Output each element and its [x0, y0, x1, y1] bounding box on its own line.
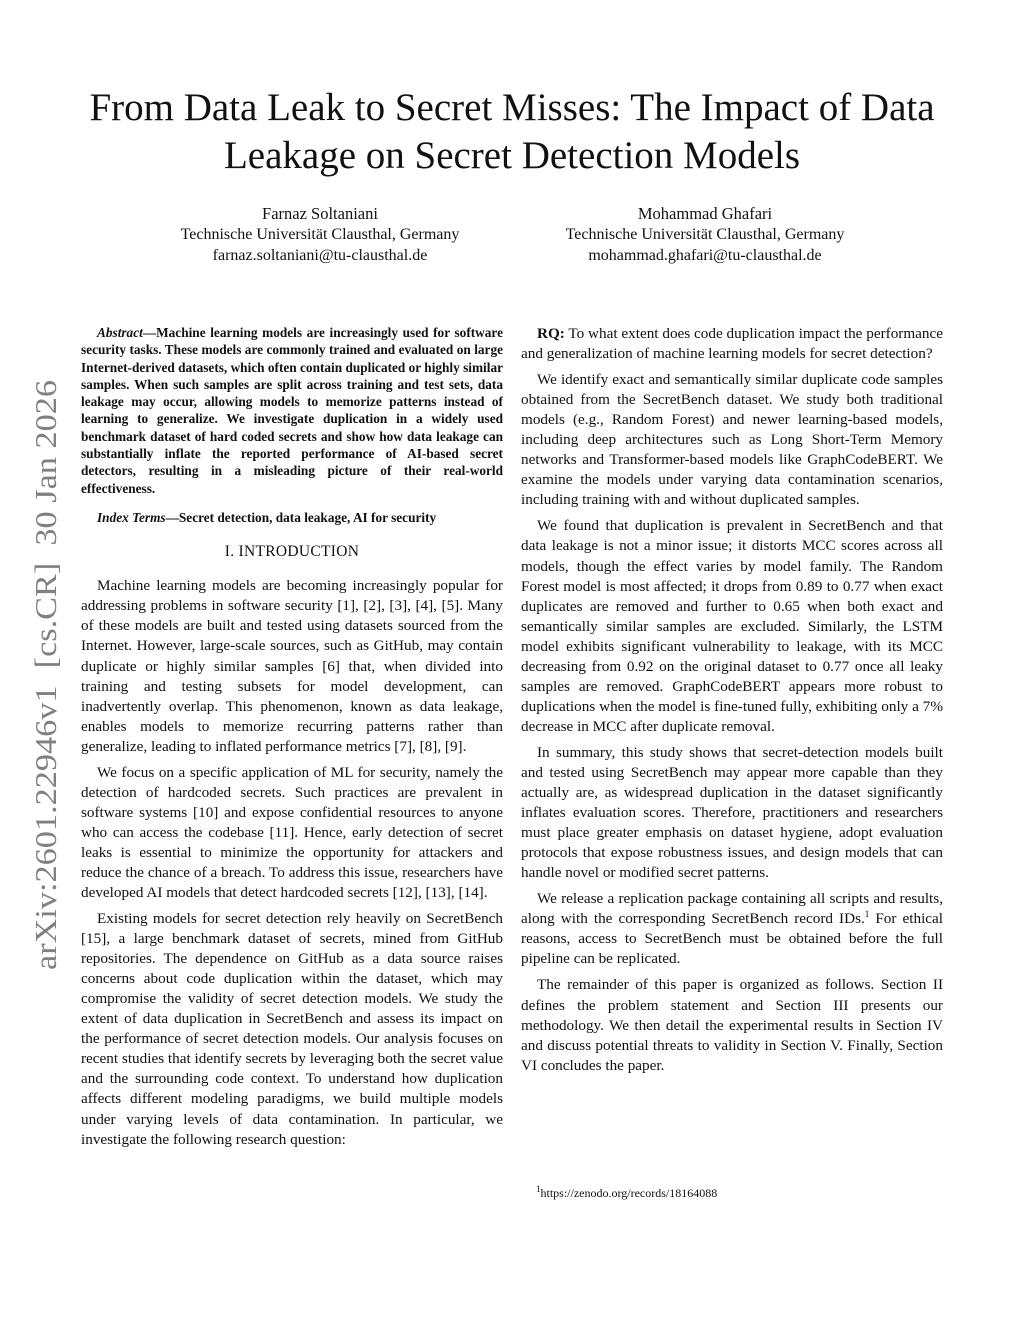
- intro-paragraph-6: In summary, this study shows that secret-detection models built and tested using SecretBench may appear more capable than they actually are, as widespread duplication in the dataset significantly inflates evaluation scores. Therefore, practitioners and researchers must place greater emphasis on dataset hygiene, adopt evaluation protocols that expose robustness issues, and design models that can handle novel or modified secret patterns.: [521, 743, 943, 882]
- intro-paragraph-4: We identify exact and semantically similar duplicate code samples obtained from the SecretBench dataset. We study both traditional models (e.g., Random Forest) and newer learning-based models, including deep architectures such as Long Short-Term Memory networks and Transformer-based models like GraphCodeBERT. We examine the models under varying data contamination scenarios, including training with and without duplicated samples.: [521, 371, 943, 509]
- abstract-label: Abstract: [97, 325, 143, 340]
- rq-text: To what extent does code duplication impact the performance and generalization of machine learning models for secret detection?: [521, 325, 943, 363]
- index-terms: [81, 509, 503, 526]
- author-affiliation: Technische Universität Clausthal, Germany: [565, 226, 845, 243]
- index-terms-label: Index Terms: [97, 509, 166, 525]
- rq-label: RQ:: [537, 325, 565, 342]
- paper-title: From Data Leak to Secret Misses: The Impact of Data Leakage on Secret Detection Models: [89, 86, 935, 177]
- author-name: Farnaz Soltaniani: [262, 204, 378, 223]
- author-name: Mohammad Ghafari: [637, 204, 773, 223]
- arxiv-identifier-stamp: [8, 375, 70, 975]
- author-block-2: [535, 203, 875, 266]
- release-paragraph: [521, 889, 943, 969]
- footnote: [536, 1186, 936, 1201]
- outline-paragraph: The remainder of this paper is organized as follows. Section II defines the problem statement and Section III presents our methodology. We then detail the experimental results in Section IV and discuss potential threats to validity in Section V. Finally, Section VI concludes the paper.: [521, 976, 943, 1074]
- author-block-1: [150, 203, 490, 266]
- footnote-reference[interactable]: 1: [864, 909, 870, 920]
- intro-paragraph-1: Machine learning models are becoming increasingly popular for addressing problems in software security [1], [2], [3], [4], [5]. Many of these models are built and tested using datasets sourced from the Internet. However, large-scale sources, such as GitHub, may contain duplicate or highly similar samples [6] that, when divided into training and testing subsets for model development, can inadvertently overlap. This phenomenon, known as data leakage, enables models to memorize recurring patterns rather than generalize, leading to inflated performance metrics [7], [8], [9].: [81, 577, 503, 755]
- footnote-mark: 1: [536, 1184, 541, 1194]
- right-column: [521, 324, 943, 1082]
- author-email: mohammad.ghafari@tu-clausthal.de: [588, 247, 822, 264]
- abstract: [81, 324, 503, 497]
- research-question: [521, 324, 943, 364]
- left-column: [81, 324, 503, 1156]
- author-email: farnaz.soltaniani@tu-clausthal.de: [212, 247, 428, 264]
- release-text: We release a replication package containing all scripts and results, along with the corresponding SecretBench record IDs.: [521, 890, 943, 928]
- section-heading: I. INTRODUCTION: [224, 543, 360, 561]
- release-text-continued: For ethical reasons, access to SecretBench must be obtained before the full pipeline can be replicated.: [521, 910, 943, 968]
- arxiv-identifier-text: arXiv:2601.22946v1 [cs.CR] 30 Jan 2026: [28, 436, 63, 970]
- index-terms-text: —Secret detection, data leakage, AI for security: [165, 509, 437, 525]
- intro-paragraph-2: We focus on a specific application of ML for security, namely the detection of hardcoded secrets. Such practices are prevalent in software systems [10] and expose confidential resources to anyone who can access the codebase [11]. Hence, early detection of secret leaks is essential to minimize the opportunity for attackers and reduce the chance of a breach. To address this issue, researchers have developed AI models that detect hardcoded secrets [12], [13], [14].: [81, 763, 503, 902]
- footnote-link[interactable]: https://zenodo.org/records/18164088: [540, 1186, 718, 1200]
- author-affiliation: Technische Universität Clausthal, Germany: [180, 226, 460, 243]
- abstract-text: —Machine learning models are increasingly used for software security tasks. These models are commonly trained and evaluated on large Internet-derived datasets, which often contain duplicated or highly similar samples. When such samples are split across training and test sets, data leakage may occur, allowing models to memorize patterns instead of learning to generalize. We investigate duplication in a widely used benchmark dataset of hard coded secrets and show how data leakage can substantially inflate the reported performance of AI-based secret detectors, resulting in a misleading picture of their real-world effectiveness.: [81, 325, 503, 496]
- intro-paragraph-5: We found that duplication is prevalent in SecretBench and that data leakage is not a minor issue; it distorts MCC scores across all models, though the effect varies by model family. The Random Forest model is most affected; it drops from 0.89 to 0.77 when exact duplicates are removed and further to 0.65 when both exact and semantically similar samples are excluded. Similarly, the LSTM model exhibits significant vulnerability to leakage, with its MCC decreasing from 0.92 on the original dataset to 0.77 once all leaky samples are removed. GraphCodeBERT appears more robust to duplications when the model is fine-tuned fully, exhibiting only a 7% decrease in MCC after duplicate removal.: [521, 517, 943, 735]
- intro-paragraph-3: Existing models for secret detection rely heavily on SecretBench [15], a large benchmark dataset of secrets, mined from GitHub repositories. The dependence on GitHub as a data source raises concerns about code duplication within the dataset, which may compromise the validity of secret detection models. We study the extent of data duplication in SecretBench and assess its impact on the performance of secret detection models. Our analysis focuses on recent studies that identify secrets by leveraging both the secret value and the surrounding code context. To understand how duplication affects different modeling paradigms, we build multiple models under varying levels of data contamination. In particular, we investigate the following research question:: [81, 910, 503, 1148]
